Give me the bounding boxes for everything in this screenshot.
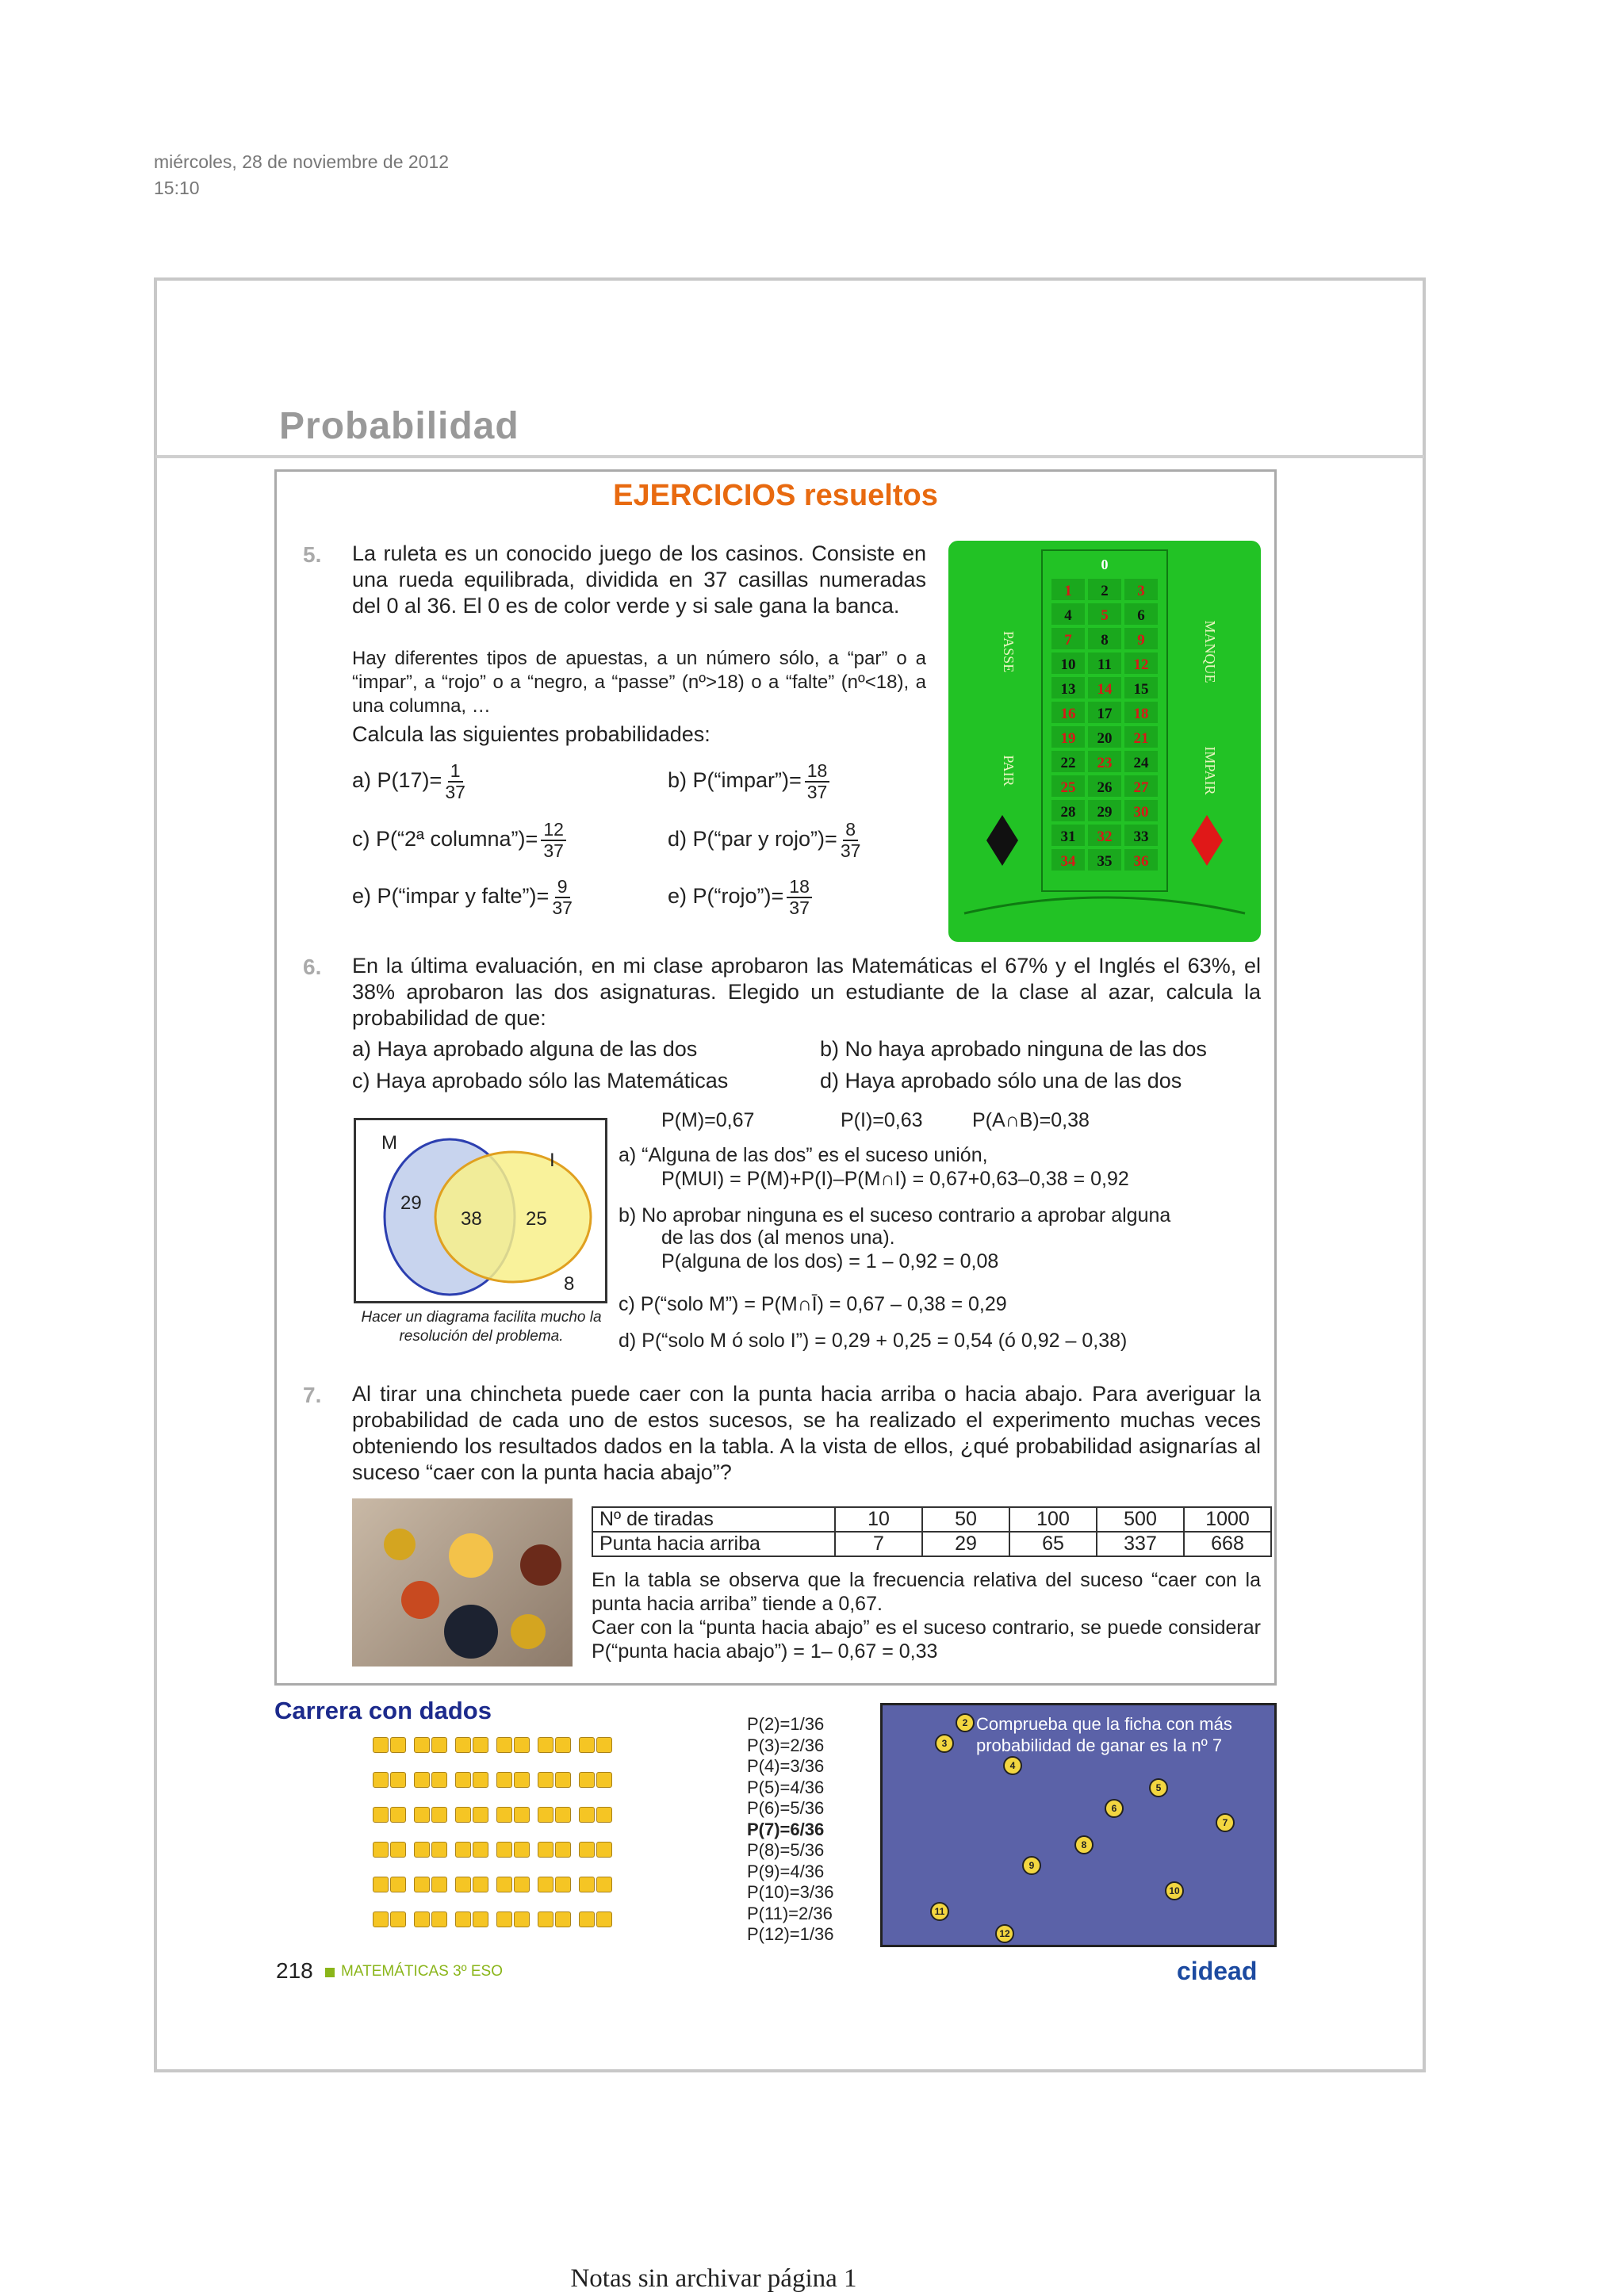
ex6-option-c: c) Haya aprobado sólo las Matemáticas	[352, 1069, 729, 1093]
exercise-5-ask: Calcula las siguientes probabilidades:	[352, 722, 710, 746]
die-icon	[579, 1877, 595, 1892]
dice-probability-list	[747, 1714, 833, 1946]
exercise-7-text: Al tirar una chincheta puede caer con la punta hacia arriba o hacia abajo. Para averiguar la probabilidad de cada uno de estos sucesos, se ha realizado el experimento muchas veces obteniendo los resultados dados en la tabla. A la vista de ellos, ¿qué probabilidad asignarías al suceso “caer con la punta hacia abajo”?	[352, 1382, 1261, 1484]
die-icon	[596, 1911, 612, 1927]
venn-set-i	[435, 1152, 591, 1282]
thumbtacks-svg	[352, 1498, 573, 1667]
die-icon	[431, 1807, 447, 1823]
section-title: EJERCICIOS resueltos	[613, 479, 938, 512]
dice-probability-item: P(12)=1/36	[747, 1924, 834, 1944]
table-cell: 337	[1097, 1532, 1184, 1556]
dice-probability-item: P(4)=3/36	[747, 1756, 825, 1776]
roulette-number: 19	[1060, 730, 1076, 747]
exercise-5-number: 5.	[303, 542, 322, 567]
tack-icon	[511, 1614, 546, 1649]
fraction-denominator: 37	[806, 782, 828, 802]
roulette-impair-label: IMPAIR	[1202, 746, 1218, 795]
notes-footer: Notas sin archivar página 1	[570, 2264, 857, 2293]
tack-icon	[444, 1605, 498, 1659]
die-icon	[538, 1737, 553, 1753]
roulette-number: 15	[1133, 681, 1149, 698]
roulette-zero: 0	[1101, 557, 1109, 572]
solution-a-line1: a) “Alguna de las dos” es el suceso unión,	[619, 1144, 988, 1166]
die-icon	[431, 1772, 447, 1788]
dice-row	[373, 1766, 690, 1792]
dice-pair	[455, 1801, 488, 1827]
roulette-number: 35	[1097, 853, 1113, 870]
roulette-arc-decoration	[964, 897, 1245, 913]
die-icon	[514, 1737, 530, 1753]
table-cell: 500	[1097, 1507, 1184, 1532]
dice-probability-item: P(2)=1/36	[747, 1714, 825, 1734]
roulette-passe-label: PASSE	[1001, 630, 1017, 673]
table-cell: 1000	[1184, 1507, 1271, 1532]
venn-caption: Hacer un diagrama facilita mucho la resolución del problema.	[361, 1309, 602, 1345]
venn-label-m: M	[381, 1132, 397, 1154]
roulette-number: 17	[1097, 706, 1113, 722]
venn-both: 38	[461, 1208, 482, 1230]
roulette-number: 23	[1097, 755, 1113, 771]
die-icon	[431, 1911, 447, 1927]
dice-row	[373, 1732, 690, 1757]
venn-svg	[356, 1120, 605, 1301]
note-metadata	[154, 149, 449, 201]
roulette-number: 16	[1060, 706, 1076, 722]
die-icon	[373, 1772, 389, 1788]
race-chip: 4	[1003, 1756, 1022, 1775]
die-icon	[496, 1737, 512, 1753]
die-icon	[373, 1911, 389, 1927]
ex5-item-label: b) P(“impar”)=	[668, 768, 802, 793]
die-icon	[414, 1842, 430, 1858]
table-cell: 29	[922, 1532, 1009, 1556]
dice-pair	[496, 1766, 530, 1792]
ex5-item-label: e) P(“rojo”)=	[668, 884, 784, 909]
die-icon	[390, 1772, 406, 1788]
solution-a-line2: P(MUI) = P(M)+P(I)–P(M∩I) = 0,67+0,63–0,38 = 0,92	[661, 1168, 1129, 1190]
die-icon	[596, 1842, 612, 1858]
exercise-6-text: En la última evaluación, en mi clase aprobaron las Matemáticas el 67% y el Inglés el 63%, el 38% aprobaron las dos asignaturas. Elegido un estudiante de la clase al azar, calcula la probabilidad de que:	[352, 954, 1261, 1030]
fraction-numerator: 9	[555, 877, 570, 898]
table-row	[592, 1507, 1271, 1532]
roulette-number: 4	[1064, 607, 1072, 624]
cidead-logo: cidead	[1177, 1957, 1258, 1985]
table-row-label: Punta hacia arriba	[592, 1532, 835, 1556]
venn-label-i: I	[550, 1150, 555, 1171]
race-chip: 12	[995, 1924, 1014, 1943]
race-chip: 5	[1149, 1778, 1168, 1797]
table-row	[592, 1532, 1271, 1556]
race-board-caption: Comprueba que la ficha con más probabilidad de ganar es la nº 7	[976, 1714, 1232, 1755]
roulette-number: 27	[1133, 779, 1149, 796]
fraction-numerator: 8	[843, 820, 858, 841]
race-chip: 10	[1165, 1881, 1184, 1900]
dice-pair	[538, 1871, 571, 1896]
die-icon	[538, 1842, 553, 1858]
dice-pair	[579, 1732, 612, 1757]
dice-pair	[373, 1801, 406, 1827]
roulette-number: 29	[1097, 804, 1113, 821]
die-icon	[579, 1737, 595, 1753]
ex5-item-label: d) P(“par y rojo”)=	[668, 827, 837, 851]
roulette-number: 14	[1097, 681, 1113, 698]
ex5-item-b	[668, 761, 829, 802]
roulette-number: 10	[1060, 656, 1076, 673]
venn-none: 8	[564, 1273, 575, 1295]
dice-probability-item: P(8)=5/36	[747, 1840, 825, 1860]
die-icon	[373, 1877, 389, 1892]
dice-pair	[579, 1906, 612, 1931]
exercise-5-bets: Hay diferentes tipos de apuestas, a un número sólo, a “par” o a “impar”, a “rojo” o a “negro, a “passe” (nº>18) o a “falte” (nº<18), a una columna, …	[352, 648, 926, 717]
dice-pair	[373, 1871, 406, 1896]
die-icon	[390, 1807, 406, 1823]
die-icon	[596, 1807, 612, 1823]
die-icon	[514, 1911, 530, 1927]
die-icon	[373, 1807, 389, 1823]
die-icon	[596, 1877, 612, 1892]
die-icon	[496, 1877, 512, 1892]
roulette-number: 8	[1101, 632, 1109, 649]
roulette-number: 21	[1133, 730, 1149, 747]
roulette-svg	[948, 541, 1261, 942]
dice-pair	[455, 1836, 488, 1862]
roulette-number: 22	[1060, 755, 1076, 771]
solution-b-line2: de las dos (al menos una).	[661, 1226, 895, 1249]
roulette-number: 13	[1060, 681, 1076, 698]
exercise-7-number: 7.	[303, 1383, 322, 1407]
die-icon	[579, 1772, 595, 1788]
roulette-number: 11	[1097, 656, 1112, 673]
roulette-number-grid	[1051, 579, 1158, 871]
die-icon	[431, 1842, 447, 1858]
die-icon	[538, 1877, 553, 1892]
dice-pair	[414, 1801, 447, 1827]
race-chip: 3	[935, 1734, 954, 1753]
die-icon	[538, 1807, 553, 1823]
dice-probability-item: P(10)=3/36	[747, 1882, 834, 1902]
dice-row	[373, 1836, 690, 1862]
solution-c: c) P(“solo M”) = P(M∩Ī) = 0,67 – 0,38 = 0,29	[619, 1293, 1007, 1315]
race-chip: 11	[930, 1902, 949, 1921]
die-icon	[414, 1807, 430, 1823]
tack-icon	[384, 1529, 416, 1560]
die-icon	[473, 1842, 488, 1858]
dice-pair	[414, 1836, 447, 1862]
note-date: miércoles, 28 de noviembre de 2012	[154, 151, 450, 172]
roulette-number: 5	[1101, 607, 1109, 624]
fraction-denominator: 37	[789, 897, 810, 918]
dice-pair	[373, 1766, 406, 1792]
dice-grid	[373, 1732, 690, 1941]
race-board	[880, 1703, 1277, 1947]
dice-probability-item: P(3)=2/36	[747, 1735, 825, 1755]
dice-row	[373, 1801, 690, 1827]
dice-pair	[455, 1732, 488, 1757]
dice-probability-item: P(7)=6/36	[747, 1819, 825, 1839]
die-icon	[414, 1772, 430, 1788]
die-icon	[596, 1737, 612, 1753]
roulette-manque-label: MANQUE	[1202, 620, 1218, 683]
roulette-number: 7	[1064, 632, 1072, 649]
roulette-number: 34	[1060, 853, 1076, 870]
roulette-number: 26	[1097, 779, 1113, 796]
ex5-item-a	[352, 761, 465, 802]
chapter-title: Probabilidad	[279, 405, 519, 447]
subject-label: MATEMÁTICAS 3º ESO	[341, 1963, 504, 1980]
die-icon	[514, 1877, 530, 1892]
roulette-number: 30	[1133, 804, 1149, 821]
die-icon	[373, 1737, 389, 1753]
dice-pair	[414, 1766, 447, 1792]
dice-pair	[579, 1801, 612, 1827]
die-icon	[455, 1877, 471, 1892]
solution-b-line1: b) No aprobar ninguna es el suceso contrario a aprobar alguna	[619, 1204, 1171, 1226]
die-icon	[514, 1772, 530, 1788]
ex5-item-label: c) P(“2ª columna”)=	[352, 827, 538, 851]
die-icon	[390, 1911, 406, 1927]
table-cell: 10	[835, 1507, 922, 1532]
die-icon	[538, 1911, 553, 1927]
dice-pair	[414, 1732, 447, 1757]
die-icon	[538, 1772, 553, 1788]
die-icon	[473, 1772, 488, 1788]
die-icon	[514, 1842, 530, 1858]
table-cell: 668	[1184, 1532, 1271, 1556]
dice-pair	[538, 1732, 571, 1757]
race-chip: 2	[956, 1713, 975, 1732]
dice-pair	[496, 1906, 530, 1931]
dice-pair	[455, 1766, 488, 1792]
dice-pair	[373, 1836, 406, 1862]
dice-pair	[414, 1906, 447, 1931]
die-icon	[473, 1877, 488, 1892]
die-icon	[579, 1911, 595, 1927]
roulette-table-illustration	[948, 541, 1261, 942]
ex6-option-a: a) Haya aprobado alguna de las dos	[352, 1037, 698, 1061]
die-icon	[496, 1772, 512, 1788]
fraction-denominator: 37	[543, 840, 564, 861]
subject-square-icon	[325, 1968, 335, 1977]
header-divider	[155, 455, 1424, 458]
dice-pair	[496, 1732, 530, 1757]
dice-pair	[414, 1871, 447, 1896]
dice-probability-item: P(11)=2/36	[747, 1903, 833, 1923]
roulette-number: 20	[1097, 730, 1113, 747]
dice-pair	[538, 1766, 571, 1792]
dice-probability-item: P(9)=4/36	[747, 1861, 825, 1881]
roulette-number: 18	[1133, 706, 1149, 722]
dice-pair	[455, 1906, 488, 1931]
exercise-5-intro: La ruleta es un conocido juego de los casinos. Consiste en una rueda equilibrada, dividida en 37 casillas numeradas del 0 al 36. El 0 es de color verde y si sale gana la banca.	[352, 541, 926, 618]
venn-only-i: 25	[526, 1208, 547, 1230]
ex5-item-e1	[352, 877, 573, 918]
ex5-item-label: e) P(“impar y falte”)=	[352, 884, 550, 909]
fraction-numerator: 12	[541, 820, 566, 841]
page-number: 218	[276, 1958, 313, 1983]
die-icon	[414, 1737, 430, 1753]
roulette-number: 32	[1097, 828, 1113, 845]
die-icon	[455, 1807, 471, 1823]
roulette-number: 36	[1133, 853, 1149, 870]
venn-only-m: 29	[400, 1192, 422, 1214]
roulette-number: 28	[1060, 804, 1076, 821]
die-icon	[579, 1842, 595, 1858]
roulette-number: 1	[1064, 583, 1072, 599]
exercise-6-number: 6.	[303, 955, 322, 979]
die-icon	[496, 1842, 512, 1858]
die-icon	[555, 1842, 571, 1858]
die-icon	[555, 1807, 571, 1823]
die-icon	[414, 1911, 430, 1927]
die-icon	[390, 1877, 406, 1892]
die-icon	[455, 1772, 471, 1788]
dice-pair	[455, 1871, 488, 1896]
die-icon	[431, 1737, 447, 1753]
race-chip: 9	[1022, 1856, 1041, 1875]
roulette-number: 31	[1060, 828, 1076, 845]
roulette-number: 6	[1137, 607, 1145, 624]
table-row-label: Nº de tiradas	[592, 1507, 835, 1532]
roulette-number: 2	[1101, 583, 1109, 599]
die-icon	[514, 1807, 530, 1823]
frequency-table-grid	[592, 1506, 1272, 1557]
die-icon	[414, 1877, 430, 1892]
roulette-number: 25	[1060, 779, 1076, 796]
tack-icon	[401, 1581, 439, 1619]
race-chip: 8	[1074, 1835, 1094, 1854]
roulette-number: 12	[1133, 656, 1149, 673]
fraction-numerator: 18	[787, 877, 812, 898]
dice-pair	[579, 1871, 612, 1896]
ex5-item-label: a) P(17)=	[352, 768, 442, 793]
roulette-pair-label: PAIR	[1001, 755, 1017, 786]
die-icon	[373, 1842, 389, 1858]
table-cell: 50	[922, 1507, 1009, 1532]
tack-icon	[449, 1533, 493, 1578]
dice-pair	[373, 1732, 406, 1757]
ex5-item-e2	[668, 877, 812, 918]
solution-b-line3: P(alguna de los dos) = 1 – 0,92 = 0,08	[661, 1250, 999, 1272]
die-icon	[455, 1842, 471, 1858]
roulette-number: 9	[1137, 632, 1145, 649]
venn-diagram	[354, 1118, 607, 1303]
ex6-option-b: b) No haya aprobado ninguna de las dos	[820, 1037, 1207, 1061]
red-diamond-icon	[1191, 815, 1223, 866]
dice-probability-item: P(6)=5/36	[747, 1798, 825, 1818]
die-icon	[596, 1772, 612, 1788]
given-pab: P(A∩B)=0,38	[972, 1109, 1090, 1131]
note-time: 15:10	[154, 178, 200, 198]
table-cell: 65	[1009, 1532, 1097, 1556]
solution-d: d) P(“solo M ó solo I”) = 0,29 + 0,25 = 0,54 (ó 0,92 – 0,38)	[619, 1330, 1128, 1352]
dice-pair	[579, 1766, 612, 1792]
dice-pair	[579, 1836, 612, 1862]
frequency-table	[592, 1506, 1272, 1557]
carrera-title: Carrera con dados	[274, 1697, 492, 1724]
race-chip: 7	[1216, 1813, 1235, 1832]
tack-icon	[520, 1544, 561, 1586]
dice-pair	[496, 1836, 530, 1862]
die-icon	[555, 1772, 571, 1788]
die-icon	[473, 1737, 488, 1753]
dice-row	[373, 1871, 690, 1896]
dice-pair	[538, 1836, 571, 1862]
dice-probability-item: P(5)=4/36	[747, 1777, 825, 1797]
die-icon	[555, 1877, 571, 1892]
dice-pair	[373, 1906, 406, 1931]
fraction-numerator: 18	[805, 761, 830, 783]
thumbtacks-photo	[352, 1498, 573, 1667]
given-pm: P(M)=0,67	[661, 1109, 755, 1131]
table-cell: 100	[1009, 1507, 1097, 1532]
roulette-number: 33	[1133, 828, 1149, 845]
ex5-item-c	[352, 820, 566, 861]
dice-pair	[538, 1906, 571, 1931]
dice-pair	[538, 1801, 571, 1827]
die-icon	[455, 1911, 471, 1927]
die-icon	[579, 1807, 595, 1823]
die-icon	[496, 1807, 512, 1823]
die-icon	[473, 1807, 488, 1823]
fraction-denominator: 37	[445, 782, 465, 802]
roulette-number: 3	[1137, 583, 1145, 599]
dice-row	[373, 1906, 690, 1931]
exercise-7-conclusion-2: Caer con la “punta hacia abajo” es el suceso contrario, se puede considerar P(“punta hacia abajo”) = 1– 0,67 = 0,33	[592, 1617, 1261, 1663]
roulette-number: 24	[1133, 755, 1149, 771]
fraction-denominator: 37	[552, 897, 573, 918]
die-icon	[496, 1911, 512, 1927]
given-pi: P(I)=0,63	[841, 1109, 923, 1131]
dice-pair	[496, 1801, 530, 1827]
black-diamond-icon	[986, 815, 1018, 866]
die-icon	[473, 1911, 488, 1927]
dice-pair	[496, 1871, 530, 1896]
exercise-7-conclusion-1: En la tabla se observa que la frecuencia relativa del suceso “caer con la punta hacia arriba” tiende a 0,67.	[592, 1569, 1261, 1615]
fraction-numerator: 1	[448, 761, 463, 783]
ex5-item-d	[668, 820, 860, 861]
table-cell: 7	[835, 1532, 922, 1556]
die-icon	[555, 1737, 571, 1753]
die-icon	[455, 1737, 471, 1753]
die-icon	[390, 1842, 406, 1858]
race-chip: 6	[1105, 1799, 1124, 1818]
die-icon	[431, 1877, 447, 1892]
die-icon	[555, 1911, 571, 1927]
die-icon	[390, 1737, 406, 1753]
ex6-option-d: d) Haya aprobado sólo una de las dos	[820, 1069, 1182, 1093]
fraction-denominator: 37	[840, 840, 861, 861]
